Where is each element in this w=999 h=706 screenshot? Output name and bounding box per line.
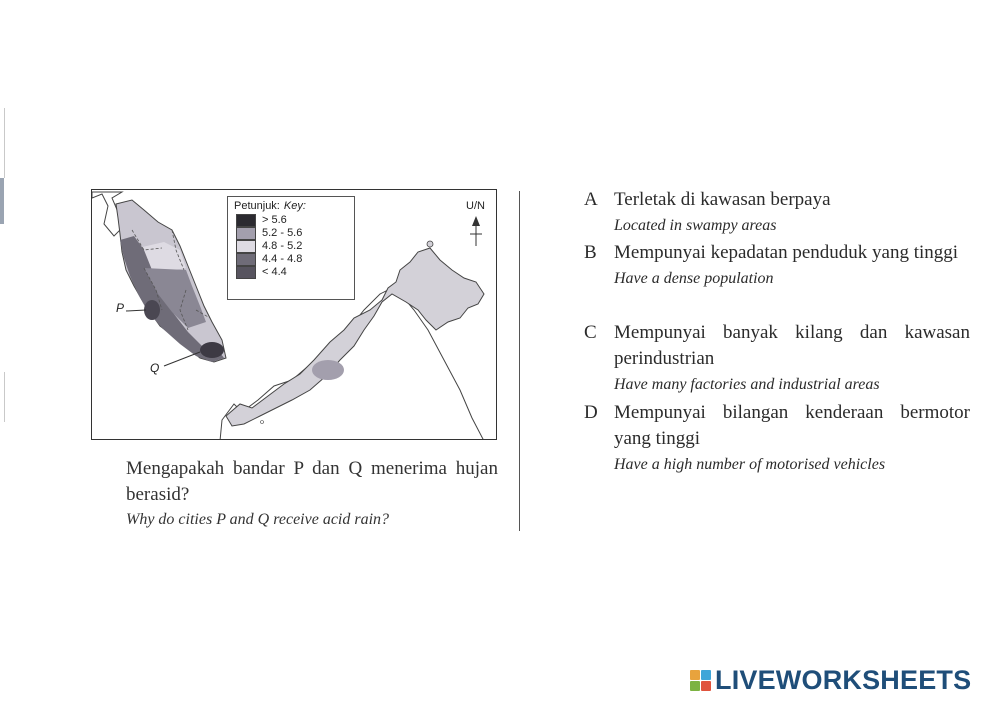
option-letter: C (584, 322, 597, 343)
legend-swatch (236, 266, 256, 279)
key-title-ms: Petunjuk: (234, 200, 280, 212)
island (427, 241, 433, 247)
key-row (234, 253, 354, 266)
pointer-p (126, 310, 146, 311)
legend-swatch (236, 227, 256, 240)
acid-rain-map (91, 189, 497, 440)
legend-label: 4.4 - 4.8 (262, 253, 303, 265)
key-row (234, 214, 354, 227)
legend-swatch (236, 253, 256, 266)
zone-q-dark (200, 342, 224, 358)
north-label: U/N (466, 200, 485, 212)
option-b[interactable] (584, 240, 970, 292)
page-edge-line-lower (4, 372, 5, 422)
liveworksheets-logo-text: LIVEWORKSHEETS (715, 665, 972, 695)
question-text-en: Why do cities P and Q receive acid rain? (126, 511, 390, 528)
option-text-ms: Mempunyai banyak kilang dan kawasan perindustrian (614, 322, 970, 369)
legend-label: 5.2 - 5.6 (262, 227, 303, 239)
zone-sarawak-spot (312, 360, 344, 380)
option-text-ms: Mempunyai kepadatan penduduk yang tinggi (614, 242, 959, 263)
north-arrow-head-icon (472, 216, 480, 226)
option-text-ms: Mempunyai bilangan kenderaan bermotor yang tinggi (614, 402, 970, 449)
key-title (234, 199, 354, 214)
liveworksheets-logo[interactable] (690, 665, 971, 696)
liveworksheets-logo-icon (690, 670, 711, 691)
option-d[interactable] (584, 400, 970, 478)
zone-p-dark (144, 300, 160, 320)
legend-label: > 5.6 (262, 214, 287, 226)
option-letter: A (584, 189, 598, 210)
legend-label: 4.8 - 5.2 (262, 240, 303, 252)
map-key (227, 196, 355, 300)
island (261, 421, 264, 424)
legend-label: < 4.4 (262, 266, 287, 278)
option-body (614, 187, 970, 239)
option-a[interactable] (584, 187, 970, 239)
question (126, 456, 498, 532)
key-row (234, 240, 354, 253)
key-row (234, 266, 354, 279)
city-label-q: Q (150, 361, 160, 375)
option-body (614, 400, 970, 478)
option-letter: B (584, 242, 597, 263)
option-letter: D (584, 402, 598, 423)
city-label-p: P (116, 301, 125, 315)
option-body (614, 240, 970, 292)
option-text-en: Located in swampy areas (614, 217, 777, 234)
legend-swatch (236, 214, 256, 227)
option-text-en: Have a dense population (614, 270, 774, 287)
key-title-en: Key: (283, 200, 306, 212)
key-row (234, 227, 354, 240)
page-edge-mark (0, 178, 4, 224)
page-edge-line (4, 108, 5, 178)
option-text-en: Have a high number of motorised vehicles (614, 456, 886, 473)
option-body (614, 320, 970, 398)
option-text-ms: Terletak di kawasan berpaya (614, 189, 831, 210)
pointer-q (164, 352, 200, 366)
option-c[interactable] (584, 320, 970, 398)
legend-swatch (236, 240, 256, 253)
option-text-en: Have many factories and industrial areas (614, 376, 880, 393)
question-text-ms: Mengapakah bandar P dan Q menerima hujan berasid? (126, 458, 498, 505)
column-divider (519, 191, 520, 531)
